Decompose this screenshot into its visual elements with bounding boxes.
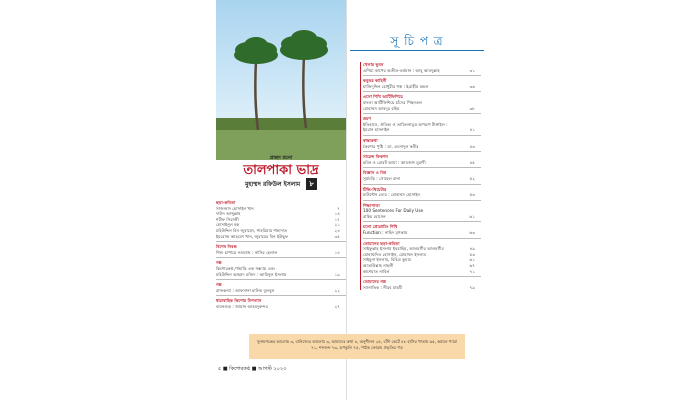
divider xyxy=(363,276,481,277)
divider xyxy=(363,91,481,92)
section-heading: এসো শিখি আর্টিফিশিয়ে xyxy=(363,94,403,100)
toc-entry: মাজিদুদ্দিন চোধুরীর গল্প : ইব্রাহীম মন্ডল xyxy=(363,83,429,89)
divider xyxy=(363,75,481,76)
toc-page: ৫২ xyxy=(469,175,475,181)
toc-row[interactable] xyxy=(363,230,481,236)
cover-caption xyxy=(216,155,346,190)
toc-page: ২৭ xyxy=(334,303,340,309)
section-heading: চলো প্রোগ্রামিং শিখি xyxy=(363,224,398,230)
toc-page: ২২ xyxy=(334,287,340,293)
cover-author xyxy=(216,178,346,190)
section-heading: শিক্ষাপাতা xyxy=(363,202,380,208)
toc-row[interactable] xyxy=(363,68,481,74)
toc-row[interactable] xyxy=(216,288,346,294)
section-heading: গল্প xyxy=(216,260,222,266)
toc-entry: শিশু চাপায়ে নওয়াজ : নাসির হেলাল xyxy=(216,249,278,255)
cover-page-number: ৮ xyxy=(306,178,317,190)
regular-features-box: সুনামগঞ্জের আলোয় ৩, বানিজ্যের আলোয় ৩, আমাদের কথা ৪, অনুশীলন ২৫, বাঁশি কেটে ৪৮ হাসির খাতায় ৬৫, কমানে প্যারা ৭১, শব্দজব্দ ৭৩, রূপকুলি ৭৫, পাঠক ফোরাম প্রভৃতির পত্র xyxy=(249,334,465,359)
toc-page: ৫৩ xyxy=(469,251,475,257)
toc-entry: মহিউদ্দিন বিন জুবায়েদ, শাহরিয়ার শাহাদাত xyxy=(216,227,288,233)
toc-title: সূ চি প ত্র xyxy=(390,34,444,48)
toc-row[interactable] xyxy=(363,144,481,150)
toc-entry: মোহাম্মদিত হোসাইন, মোহাম্মদ ইসলাম xyxy=(363,251,426,257)
toc-row[interactable] xyxy=(363,285,481,291)
toc-entry: সাজজাদ হোসাইন খান xyxy=(216,205,254,211)
toc-entry: বাংলা আর্টিফিশিয়ে চাঁদের পিছনতল xyxy=(363,99,423,105)
toc-row[interactable] xyxy=(216,272,346,278)
toc-page: ৬৩ xyxy=(469,230,475,236)
cover-title: তালপাকা ভাদ্র xyxy=(243,163,319,178)
toc-page: ৭৯ xyxy=(469,284,475,290)
toc-entry: মাউন্টেন ডোর : মোহাম্মদ হোসাইন xyxy=(363,192,421,198)
toc-page: ১৪ xyxy=(334,249,340,255)
toc-entry: ইতিহাসে, ঐতিহ্য ও তামিলনাডুর অপরূপ টাঙ্গাইল : xyxy=(363,121,448,127)
toc-page: ৪৯ xyxy=(469,246,475,252)
cover-author-name: মুহাম্মদ রফিউল ইসলাম xyxy=(245,181,301,188)
section-heading: তোমাদের গল্প xyxy=(363,279,386,285)
divider xyxy=(216,241,346,242)
divider xyxy=(363,167,481,168)
divider xyxy=(363,200,481,201)
cover-tag: প্রচ্ছদ রচনা xyxy=(269,155,293,161)
toc-page: ৩৫ xyxy=(334,233,340,239)
toc-row[interactable] xyxy=(363,214,481,220)
section-heading: বিজ্ঞান ও বিশ্ব xyxy=(363,170,387,176)
toc-entry: এশিয়া কাপের অতীত-বর্তমান : আবু আবদুল্লাহ xyxy=(363,67,440,73)
toc-row[interactable] xyxy=(363,127,481,133)
toc-entry: আতাউল্লাহ নাহলী xyxy=(363,263,394,269)
divider xyxy=(363,113,481,114)
toc-page: ৬১ xyxy=(469,213,475,219)
toc-row[interactable] xyxy=(216,250,346,256)
section-heading: ধারাবাহিক কিশোর উপন্যাস xyxy=(216,298,262,304)
toc-entry: ইমরোজ আহমেদ খান, জুবায়ের বিন ইউছুফ xyxy=(216,233,289,239)
toc-entry: মোহাম্মদ আবদুর রহিম xyxy=(363,105,400,111)
toc-entry: সাইফুল্লাহ ইসলাম ইবরাহিম, আলমগীর আলমগীর xyxy=(363,246,444,252)
divider xyxy=(363,238,481,239)
toc-page: ৭ xyxy=(337,205,340,211)
toc-sections xyxy=(360,62,481,290)
toc-row[interactable] xyxy=(363,176,481,182)
toc-entry: সূর্যঘড়ি : সোহেল রানা xyxy=(363,175,401,181)
toc-page: ৫৩ xyxy=(469,192,475,198)
divider xyxy=(363,184,481,185)
toc-page: ২১ xyxy=(334,222,340,228)
toc-page: ৬১ xyxy=(469,257,475,263)
divider xyxy=(363,221,481,222)
toc-entry: শরীফ সিরাজী xyxy=(216,216,239,222)
toc-row[interactable] xyxy=(363,160,481,166)
toc-page: ৬৭ xyxy=(469,263,475,269)
section-heading: বিশেষ নিবন্ধ xyxy=(216,244,237,250)
toc-title-underline xyxy=(350,50,484,51)
section-heading: টিভি-থিয়েটার xyxy=(363,186,387,192)
divider xyxy=(363,151,481,152)
toc-page: ৩১ xyxy=(469,67,475,73)
toc-page: ৩৮ xyxy=(469,105,475,111)
toc-entry: কিশোরকণ্ঠ,পাহাড়ি এক সন্ধ্যায় এবং xyxy=(216,265,276,271)
toc-entry: Function : নাহিদ মৃগকায় xyxy=(363,230,408,236)
toc-row[interactable] xyxy=(216,304,346,310)
toc-row[interactable] xyxy=(363,269,481,275)
toc-entry: রাহিম হোসেন xyxy=(363,213,386,219)
toc-entry: দাউদ আব্দুল্লাহ xyxy=(216,211,241,217)
toc-entry: হোসাইনুল হক xyxy=(216,222,240,228)
divider xyxy=(363,135,481,136)
section-heading: কবুতর কাহিনী xyxy=(363,78,387,84)
toc-entry: সাইমুনা ইসলাম, বিচিত্র কুমার xyxy=(363,257,411,263)
toc-row[interactable] xyxy=(363,84,481,90)
section-heading: ছড়া-কবিতা xyxy=(216,200,236,205)
toc-page: ৭১ xyxy=(469,268,475,274)
toc-page: ১৪ xyxy=(334,211,340,217)
toc-entry: বাবনগুড় : জামান আহমদুরুন্দর xyxy=(216,303,268,309)
section-heading: গল্প xyxy=(216,282,222,288)
section-heading: খেলার ভুবন xyxy=(363,62,384,67)
cover-image xyxy=(216,0,346,160)
toc-row[interactable] xyxy=(363,106,481,112)
toc-entry: কাশেমাত নাবিল xyxy=(363,268,390,274)
toc-row[interactable] xyxy=(363,192,481,198)
section-heading: ভ্রমণ xyxy=(363,116,371,122)
divider xyxy=(216,279,346,280)
section-heading: তোমাদের ছড়া-কবিতা xyxy=(363,240,400,246)
toc-row[interactable] xyxy=(216,234,346,240)
divider xyxy=(216,257,346,258)
toc-page: ১৯ xyxy=(334,271,340,277)
section-heading: স্বাস্থ্যকথা xyxy=(363,137,378,143)
toc-entry: রবিন ও রোবট আমা : আমজাদ মুরাদী xyxy=(363,159,426,165)
toc-page: ১৭ xyxy=(334,216,340,222)
page-footer: ৫ ■ কিশোরকণ্ঠ ■ আগস্ট ২০২৩ xyxy=(218,366,287,372)
toc-entry: মহিউদ্দিন আহমদ মজিদ : আমিনুল ইসলাম xyxy=(216,271,287,277)
toc-page: ৪৫ xyxy=(469,159,475,165)
toc-entry: ইমরান হাসনাইন xyxy=(363,127,390,133)
toc-entry: 100 Sentences For Daily Use xyxy=(363,208,424,214)
left-section-0 xyxy=(216,200,346,310)
toc-page: ৩৬ xyxy=(469,83,475,89)
toc-page: ২৪ xyxy=(334,227,340,233)
divider xyxy=(216,295,346,296)
toc-entry: কৈশোর পুষ্টি : ডা. এমদাদুল কবীর xyxy=(363,143,419,149)
toc-page: ৪৩ xyxy=(469,143,475,149)
section-heading: সায়েন্স ফিকশন xyxy=(363,154,389,160)
toc-entry: রাজকন্যা : আফসানা হালিম বুলবুল xyxy=(216,287,275,293)
toc-entry: স্যানাতিক : নীরব মাহমী xyxy=(363,284,403,290)
toc-page: ৪১ xyxy=(469,127,475,133)
